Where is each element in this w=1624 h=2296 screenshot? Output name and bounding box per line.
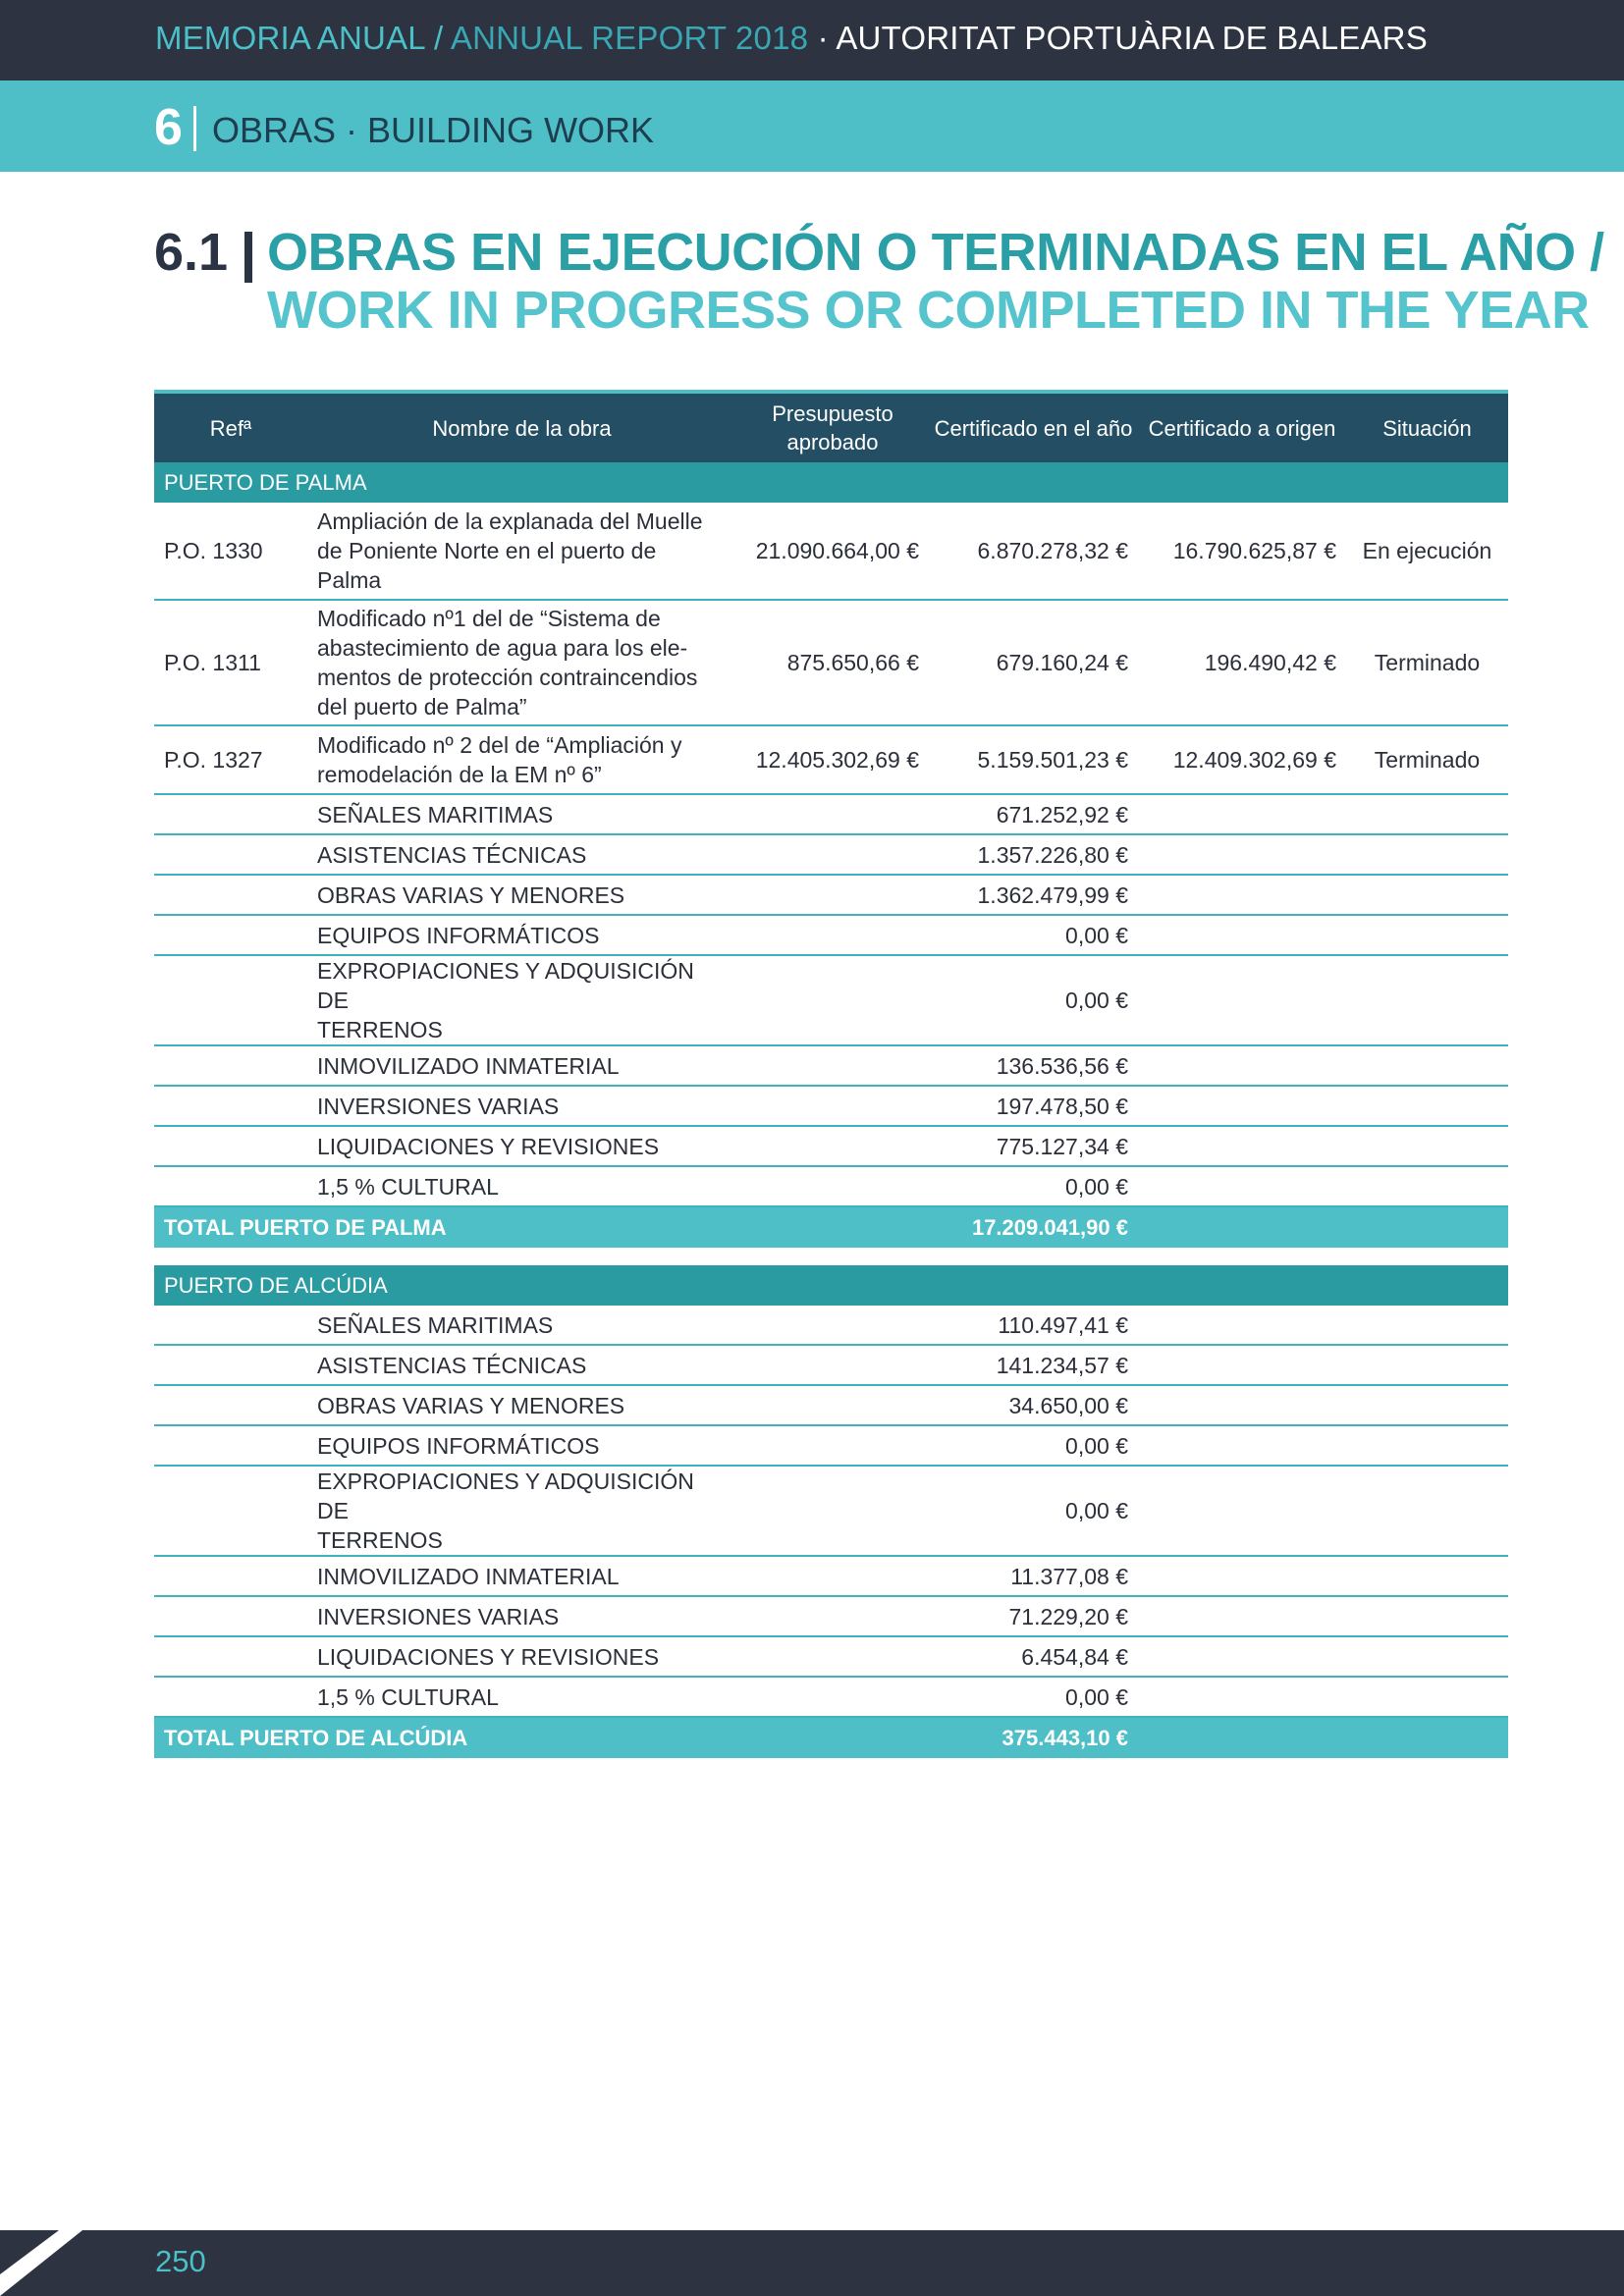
name-line: remodelación de la EM nº 6” [317,762,602,787]
table-row [154,725,1508,794]
report-header-text [155,20,1428,57]
table-row [154,1045,1508,1086]
header-annual-report: ANNUAL REPORT 2018 [450,20,809,56]
cell-name: 1,5 % CULTURAL [307,1166,736,1206]
cell-cert-year: 11.377,08 € [929,1556,1138,1596]
header-authority: · AUTORITAT PORTUÀRIA DE BALEARS [808,20,1428,56]
table-row [154,503,1508,600]
cell-name: SEÑALES MARITIMAS [307,1306,736,1345]
cell-name: ASISTENCIAS TÉCNICAS [307,834,736,875]
table-row [154,794,1508,834]
cell-cert-year: 5.159.501,23 € [929,725,1138,794]
section-row-alcudia [154,1265,1508,1306]
cell-name: OBRAS VARIAS Y MENORES [307,875,736,915]
cell-cert-year: 0,00 € [929,955,1138,1045]
cell-ref: P.O. 1311 [154,600,307,725]
cell-name: EQUIPOS INFORMÁTICOS [307,1425,736,1466]
table-row [154,915,1508,955]
table-row [154,1425,1508,1466]
cell-cert-year: 197.478,50 € [929,1086,1138,1126]
cell-name: EQUIPOS INFORMÁTICOS [307,915,736,955]
cell-name: INVERSIONES VARIAS [307,1596,736,1636]
total-row-palma [154,1206,1508,1248]
name-line: Palma [317,567,382,593]
cell-name: LIQUIDACIONES Y REVISIONES [307,1126,736,1166]
cell-cert-year: 71.229,20 € [929,1596,1138,1636]
top-header-bar [0,0,1624,80]
header-budget [736,392,929,462]
header-ref: Refª [154,392,307,462]
cell-cert-year: 34.650,00 € [929,1385,1138,1425]
table-row [154,1166,1508,1206]
cell-name: OBRAS VARIAS Y MENORES [307,1385,736,1425]
cell-cert-origin: 12.409.302,69 € [1138,725,1346,794]
cell-name [307,725,736,794]
cell-name: INVERSIONES VARIAS [307,1086,736,1126]
page-title-english: WORK IN PROGRESS OR COMPLETED IN THE YEAR [267,281,1590,340]
cell-name: INMOVILIZADO INMATERIAL [307,1556,736,1596]
section-row-palma [154,462,1508,503]
cell-budget: 21.090.664,00 € [736,503,929,600]
header-name: Nombre de la obra [307,392,736,462]
name-line: TERRENOS [317,1017,443,1042]
table-row [154,1385,1508,1425]
table-spacer [154,1248,1508,1265]
cell-name: INMOVILIZADO INMATERIAL [307,1045,736,1086]
header-budget-line2: aprobado [786,430,879,454]
page-footer [0,2230,1624,2296]
name-line: Modificado nº1 del de “Sistema de [317,606,661,631]
footer-stripe-icon [0,2230,137,2296]
header-cert-year: Certificado en el año [929,392,1138,462]
total-value: 17.209.041,90 € [929,1206,1138,1248]
name-line: de Poniente Norte en el puerto de [317,538,657,563]
table-row [154,1086,1508,1126]
total-value: 375.443,10 € [929,1717,1138,1758]
cell-name: 1,5 % CULTURAL [307,1677,736,1717]
section-name: OBRAS · BUILDING WORK [212,110,655,150]
header-cert-origin: Certificado a origen [1138,392,1346,462]
cell-cert-origin: 196.490,42 € [1138,600,1346,725]
cell-ref: P.O. 1330 [154,503,307,600]
cell-cert-year: 0,00 € [929,1466,1138,1556]
cell-name: LIQUIDACIONES Y REVISIONES [307,1636,736,1677]
cell-name [307,955,736,1045]
cell-cert-year: 1.357.226,80 € [929,834,1138,875]
section-number: 6 [154,99,183,156]
name-line: TERRENOS [317,1527,443,1553]
section-label: PUERTO DE PALMA [154,462,1508,503]
name-line: EXPROPIACIONES Y ADQUISICIÓN DE [317,1468,694,1523]
page-title-spanish: OBRAS EN EJECUCIÓN O TERMINADAS EN EL AÑO / [267,223,1604,282]
table-row [154,955,1508,1045]
table-row [154,600,1508,725]
total-label: TOTAL PUERTO DE PALMA [154,1206,929,1248]
total-row-alcudia [154,1717,1508,1758]
cell-cert-year: 0,00 € [929,1425,1138,1466]
cell-name: ASISTENCIAS TÉCNICAS [307,1345,736,1385]
cell-cert-year: 136.536,56 € [929,1045,1138,1086]
name-line: mentos de protección contraincendios [317,665,698,690]
cell-budget: 875.650,66 € [736,600,929,725]
section-divider [193,106,196,151]
cell-budget: 12.405.302,69 € [736,725,929,794]
cell-status: Terminado [1346,600,1508,725]
cell-cert-year: 6.454,84 € [929,1636,1138,1677]
section-bar [0,80,1624,172]
cell-cert-year: 775.127,34 € [929,1126,1138,1166]
cell-status: Terminado [1346,725,1508,794]
table-header-row [154,392,1508,462]
name-line: Ampliación de la explanada del Muelle [317,508,703,534]
table-row [154,834,1508,875]
page-title-divider [244,232,252,283]
table-row [154,1126,1508,1166]
cell-cert-year: 110.497,41 € [929,1306,1138,1345]
page-number: 250 [155,2244,206,2278]
table-row [154,1466,1508,1556]
cell-cert-year: 6.870.278,32 € [929,503,1138,600]
table-row [154,1306,1508,1345]
total-label: TOTAL PUERTO DE ALCÚDIA [154,1717,929,1758]
table-row [154,875,1508,915]
cell-name: SEÑALES MARITIMAS [307,794,736,834]
header-status: Situación [1346,392,1508,462]
section-label: PUERTO DE ALCÚDIA [154,1265,1508,1306]
table-row [154,1556,1508,1596]
cell-cert-year: 679.160,24 € [929,600,1138,725]
page-title-number: 6.1 [154,223,229,282]
table-row [154,1596,1508,1636]
name-line: EXPROPIACIONES Y ADQUISICIÓN DE [317,958,694,1013]
table-row [154,1677,1508,1717]
name-line: abastecimiento de agua para los ele- [317,635,688,661]
works-table [154,390,1508,1758]
cell-ref: P.O. 1327 [154,725,307,794]
cell-name [307,1466,736,1556]
header-separator: / [424,20,451,56]
cell-cert-year: 0,00 € [929,1677,1138,1717]
table-row [154,1345,1508,1385]
cell-cert-year: 0,00 € [929,1166,1138,1206]
cell-cert-year: 141.234,57 € [929,1345,1138,1385]
table-row [154,1636,1508,1677]
cell-status: En ejecución [1346,503,1508,600]
cell-name [307,503,736,600]
header-memoria: MEMORIA ANUAL [155,20,425,56]
header-budget-line1: Presupuesto [772,401,893,426]
cell-cert-year: 0,00 € [929,915,1138,955]
name-line: Modificado nº 2 del de “Ampliación y [317,732,682,758]
cell-name [307,600,736,725]
cell-cert-year: 1.362.479,99 € [929,875,1138,915]
cell-cert-year: 671.252,92 € [929,794,1138,834]
name-line: del puerto de Palma” [317,694,527,720]
cell-cert-origin: 16.790.625,87 € [1138,503,1346,600]
